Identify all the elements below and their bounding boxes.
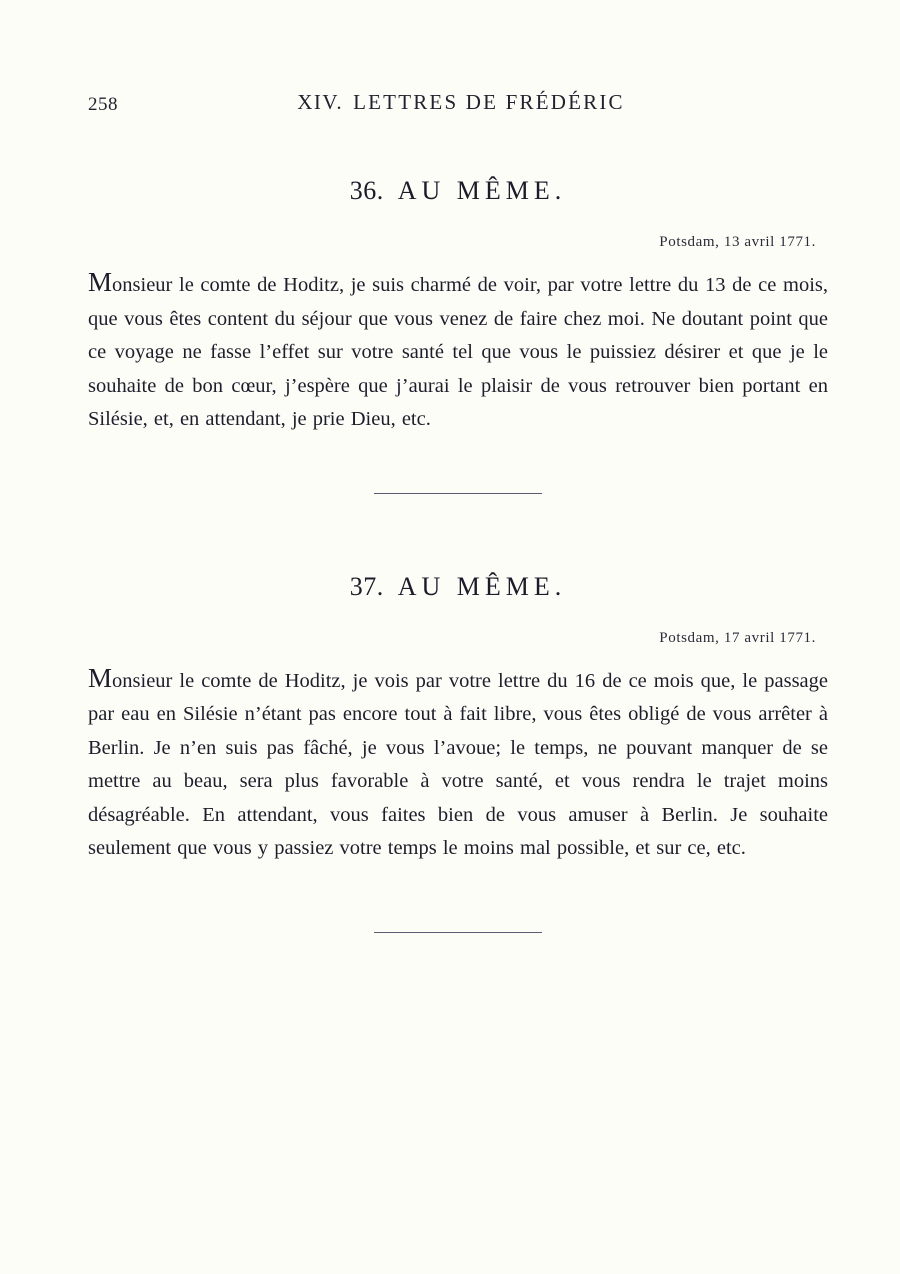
letter-block-37	[88, 572, 828, 866]
letter-number-36: 36.	[349, 176, 384, 205]
letter-heading-36	[88, 176, 828, 206]
letter-initial-36: M	[88, 267, 113, 297]
letter-body-37	[88, 662, 828, 866]
section-divider-1	[88, 493, 828, 494]
letter-title-36: AU MÊME.	[397, 176, 567, 205]
folio-number: 258	[88, 94, 118, 115]
letter-heading-37	[88, 572, 828, 602]
letter-body-text-36: onsieur le comte de Hoditz, je suis charmé de voir, par votre lettre du 13 de ce mois, que vous êtes content du séjour que vous venez de faire chez moi. Ne doutant point que ce voyage ne fasse l’effet sur votre santé tel que vous le puissiez désirer et que je le souhaite de bon cœur, j’espère que j’aurai le plaisir de vous retrouver bien portant en Silésie, et, en attendant, je prie Dieu, etc.	[88, 274, 828, 430]
running-head-text: LETTRES DE FRÉDÉRIC	[353, 90, 625, 114]
letter-block-36	[88, 176, 828, 437]
letter-number-37: 37.	[349, 571, 384, 601]
divider-rule	[374, 932, 542, 933]
running-head-chapter-number: XIV.	[297, 90, 344, 114]
running-head-title	[88, 90, 828, 115]
running-head	[88, 86, 828, 126]
section-divider-2	[88, 932, 828, 933]
letter-title-37: AU MÊME.	[397, 571, 567, 601]
letter-body-text-37: onsieur le comte de Hoditz, je vois par votre lettre du 16 de ce mois que, le passage par eau en Silésie n’étant pas encore tout à fait libre, vous êtes obligé de vous arrêter à Berlin. Je n’en suis pas fâché, je vous l’avoue; le temps, ne pouvant manquer de se mettre au beau, sera plus favorable à votre santé, et vous rendra le trajet moins désagréable. En attendant, vous faites bien de vous amuser à Berlin. Je souhaite seulement que vous y passiez votre temps le moins mal possible, et sur ce, etc.	[88, 669, 828, 859]
letter-dateline-36: Potsdam, 13 avril 1771.	[659, 234, 816, 250]
divider-rule	[374, 493, 542, 494]
letter-initial-37: M	[88, 662, 113, 693]
letter-body-36	[88, 269, 828, 437]
page-content	[88, 0, 828, 933]
letter-dateline-37: Potsdam, 17 avril 1771.	[659, 629, 816, 646]
